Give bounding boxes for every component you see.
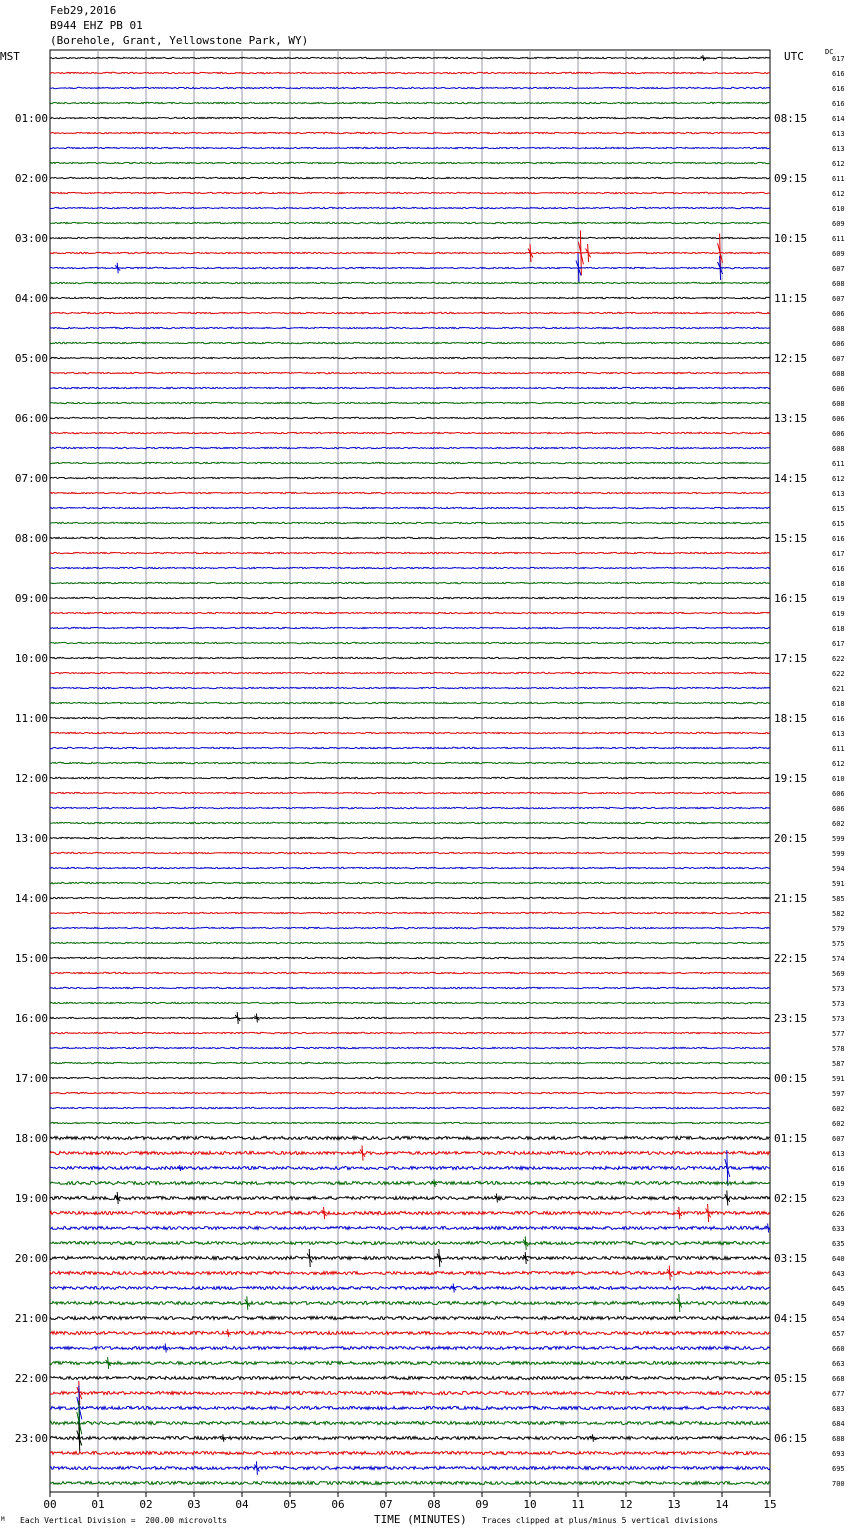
dc-offset-label: 612 (832, 160, 845, 168)
dc-offset-label: 608 (832, 445, 845, 453)
x-tick-label: 14 (715, 1498, 729, 1511)
dc-offset-label: 609 (832, 220, 845, 228)
dc-offset-label: 683 (832, 1405, 845, 1413)
dc-offset-label: 607 (832, 1135, 845, 1143)
dc-offset-label: 649 (832, 1300, 845, 1308)
trace-row (50, 792, 770, 793)
trace-row (50, 972, 770, 973)
dc-offset-label: 616 (832, 100, 845, 108)
dc-offset-label: 575 (832, 940, 845, 948)
x-tick-label: 12 (619, 1498, 633, 1511)
left-timezone-label: MST (0, 50, 20, 63)
trace-row (50, 852, 770, 853)
dc-offset-label: 573 (832, 1015, 845, 1023)
trace-row (50, 897, 770, 898)
dc-offset-label: 582 (832, 910, 845, 918)
dc-offset-label: 606 (832, 385, 845, 393)
dc-offset-label: 700 (832, 1480, 845, 1488)
trace-row (50, 702, 770, 703)
trace-row (50, 567, 770, 568)
trace-row (50, 447, 770, 448)
right-hour-label: 04:15 (774, 1312, 808, 1325)
trace-row (50, 1191, 770, 1206)
left-hour-label: 11:00 (14, 712, 48, 725)
dc-offset-label: 684 (832, 1420, 845, 1428)
dc-offset-label: 610 (832, 775, 845, 783)
trace-row (50, 1423, 770, 1453)
trace-row (50, 1146, 770, 1161)
right-hour-label: 23:15 (774, 1012, 808, 1025)
dc-offset-label: 599 (832, 850, 845, 858)
dc-offset-label: 643 (832, 1270, 845, 1278)
dc-offset-label: 611 (832, 235, 845, 243)
dc-offset-label: 617 (832, 55, 845, 63)
left-hour-label: 08:00 (14, 532, 48, 545)
trace-row (50, 1002, 770, 1003)
left-hour-label: 05:00 (14, 352, 48, 365)
plot-frame (50, 50, 770, 1492)
trace-row (50, 117, 770, 118)
trace-row (50, 327, 770, 328)
trace-row (50, 762, 770, 763)
right-hour-label: 00:15 (774, 1072, 808, 1085)
trace-row (50, 177, 770, 178)
trace-row (50, 237, 770, 238)
trace-row (50, 87, 770, 88)
trace-row (50, 1376, 770, 1379)
dc-offset-label: 585 (832, 895, 845, 903)
trace-row (50, 192, 770, 193)
trace-row (50, 1047, 770, 1048)
left-hour-label: 19:00 (14, 1192, 48, 1205)
dc-offset-label: 617 (832, 550, 845, 558)
left-hour-label: 01:00 (14, 112, 48, 125)
right-hour-label: 08:15 (774, 112, 808, 125)
trace-row (50, 387, 770, 388)
scale-note: Each Vertical Division = 200.00 microvolts (20, 1516, 228, 1525)
right-hour-label: 12:15 (774, 352, 808, 365)
left-hour-label: 07:00 (14, 472, 48, 485)
trace-row (50, 597, 770, 598)
dc-offset-label: 613 (832, 490, 845, 498)
trace-row (50, 927, 770, 928)
dc-offset-label: 613 (832, 130, 845, 138)
dc-offset-label: 579 (832, 925, 845, 933)
dc-offset-label: 608 (832, 400, 845, 408)
right-hour-label: 19:15 (774, 772, 808, 785)
trace-row (50, 462, 770, 463)
trace-row (50, 1150, 770, 1186)
trace-row (50, 477, 770, 478)
trace-row (50, 627, 770, 628)
dc-offset-label: 619 (832, 610, 845, 618)
trace-row (50, 1012, 770, 1024)
dc-offset-label: 663 (832, 1360, 845, 1368)
trace-row (50, 642, 770, 643)
station-location: (Borehole, Grant, Yellowstone Park, WY) (50, 34, 309, 47)
trace-row (50, 1092, 770, 1093)
dc-offset-label: 613 (832, 1150, 845, 1158)
dc-offset-label: 612 (832, 760, 845, 768)
trace-row (50, 582, 770, 583)
dc-offset-label: 617 (832, 640, 845, 648)
trace-row (50, 1107, 770, 1108)
trace-row (50, 1032, 770, 1033)
dc-offset-label: 654 (832, 1315, 845, 1323)
x-tick-label: 11 (571, 1498, 585, 1511)
trace-row (50, 1461, 770, 1475)
trace-row (50, 1077, 770, 1078)
right-hour-label: 06:15 (774, 1432, 808, 1445)
dc-offset-label: 606 (832, 805, 845, 813)
dc-offset-label: 606 (832, 310, 845, 318)
x-tick-label: 08 (427, 1498, 441, 1511)
dc-offset-label: 622 (832, 655, 845, 663)
trace-row (50, 1481, 770, 1484)
right-hour-label: 01:15 (774, 1132, 808, 1145)
trace-row (50, 1329, 770, 1337)
trace-row (50, 432, 770, 433)
right-hour-label: 20:15 (774, 832, 808, 845)
x-tick-label: 15 (763, 1498, 777, 1511)
trace-row (50, 1236, 770, 1250)
trace-row (50, 1266, 770, 1281)
left-hour-label: 23:00 (14, 1432, 48, 1445)
x-tick-label: 01 (91, 1498, 105, 1511)
dc-offset-label: 695 (832, 1465, 845, 1473)
dc-offset-label: 610 (832, 205, 845, 213)
left-hour-label: 15:00 (14, 952, 48, 965)
dc-offset-label: 635 (832, 1240, 845, 1248)
left-hour-label: 10:00 (14, 652, 48, 665)
dc-offset-label: 623 (832, 1195, 845, 1203)
trace-row (50, 102, 770, 103)
dc-offset-label: 606 (832, 340, 845, 348)
dc-offset-label: 688 (832, 1435, 845, 1443)
trace-row (50, 1344, 770, 1353)
right-timezone-label: UTC (784, 50, 804, 63)
dc-offset-label: 668 (832, 1375, 845, 1383)
trace-row (50, 1204, 770, 1222)
trace-row (50, 402, 770, 403)
left-hour-label: 03:00 (14, 232, 48, 245)
trace-row (50, 732, 770, 733)
dc-offset-label: 619 (832, 595, 845, 603)
dc-offset-label: 613 (832, 730, 845, 738)
dc-offset-label: 640 (832, 1255, 845, 1263)
dc-offset-label: 633 (832, 1225, 845, 1233)
dc-offset-label: 613 (832, 145, 845, 153)
trace-row (50, 231, 770, 276)
dc-offset-label: 616 (832, 85, 845, 93)
dc-offset-label: 594 (832, 865, 845, 873)
dc-offset-label: 614 (832, 115, 845, 123)
right-hour-label: 17:15 (774, 652, 808, 665)
dc-offset-label: 573 (832, 1000, 845, 1008)
trace-row (50, 837, 770, 838)
left-hour-label: 02:00 (14, 172, 48, 185)
trace-row (50, 132, 770, 133)
trace-row (50, 1136, 770, 1139)
dc-offset-label: 612 (832, 475, 845, 483)
trace-row (50, 372, 770, 373)
dc-offset-label: 611 (832, 175, 845, 183)
trace-row (50, 1062, 770, 1063)
dc-offset-label: 607 (832, 355, 845, 363)
dc-offset-label: 591 (832, 1075, 845, 1083)
right-hour-label: 11:15 (774, 292, 808, 305)
left-hour-label: 14:00 (14, 892, 48, 905)
trace-row (50, 1357, 770, 1369)
trace-row (50, 1122, 770, 1123)
trace-row (50, 882, 770, 883)
trace-row (50, 55, 770, 61)
trace-row (50, 717, 770, 718)
right-hour-label: 13:15 (774, 412, 808, 425)
dc-offset-label: 599 (832, 835, 845, 843)
right-hour-label: 18:15 (774, 712, 808, 725)
right-hour-label: 10:15 (774, 232, 808, 245)
x-axis-label: TIME (MINUTES) (374, 1513, 467, 1526)
dc-offset-label: 657 (832, 1330, 845, 1338)
dc-offset-label: 602 (832, 820, 845, 828)
right-hour-label: 16:15 (774, 592, 808, 605)
dc-offset-label: 618 (832, 700, 845, 708)
helicorder-date: Feb29,2016 (50, 4, 117, 17)
dc-offset-label: 608 (832, 280, 845, 288)
trace-row (50, 507, 770, 508)
trace-row (50, 1294, 770, 1312)
trace-row (50, 1381, 770, 1405)
dc-offset-label: 616 (832, 565, 845, 573)
x-tick-label: 02 (139, 1498, 153, 1511)
right-hour-label: 15:15 (774, 532, 808, 545)
x-tick-label: 09 (475, 1498, 489, 1511)
trace-row (50, 312, 770, 313)
x-tick-label: 04 (235, 1498, 249, 1511)
clip-note: Traces clipped at plus/minus 5 vertical divisions (482, 1516, 719, 1525)
left-hour-label: 21:00 (14, 1312, 48, 1325)
dc-offset-label: 618 (832, 625, 845, 633)
x-tick-label: 03 (187, 1498, 201, 1511)
trace-row (50, 342, 770, 343)
dc-offset-label: 693 (832, 1450, 845, 1458)
x-tick-label: 00 (43, 1498, 57, 1511)
left-hour-label: 09:00 (14, 592, 48, 605)
dc-offset-label: 569 (832, 970, 845, 978)
trace-row (50, 657, 770, 658)
trace-row (50, 822, 770, 823)
trace-row (50, 253, 770, 283)
dc-offset-label: 591 (832, 880, 845, 888)
dc-offset-label: 609 (832, 250, 845, 258)
right-hour-label: 05:15 (774, 1372, 808, 1385)
trace-row (50, 357, 770, 358)
trace-row (50, 162, 770, 163)
dc-offset-label: 611 (832, 460, 845, 468)
right-hour-label: 09:15 (774, 172, 808, 185)
dc-offset-label: 615 (832, 520, 845, 528)
trace-row (50, 747, 770, 748)
dc-offset-label: 578 (832, 1045, 845, 1053)
trace-row (50, 552, 770, 553)
dc-offset-label: 587 (832, 1060, 845, 1068)
right-hour-label: 21:15 (774, 892, 808, 905)
trace-row (50, 912, 770, 913)
trace-row (50, 537, 770, 538)
left-hour-label: 17:00 (14, 1072, 48, 1085)
trace-row (50, 672, 770, 673)
dc-offset-label: 677 (832, 1390, 845, 1398)
trace-row (50, 687, 770, 688)
x-tick-label: 13 (667, 1498, 681, 1511)
dc-offset-label: 616 (832, 535, 845, 543)
dc-offset-label: 606 (832, 790, 845, 798)
trace-row (50, 522, 770, 523)
trace-row (50, 1316, 770, 1319)
dc-offset-label: 602 (832, 1105, 845, 1113)
dc-offset-label: 612 (832, 190, 845, 198)
x-tick-label: 07 (379, 1498, 393, 1511)
trace-row (50, 777, 770, 778)
left-hour-label: 13:00 (14, 832, 48, 845)
trace-row (50, 612, 770, 613)
trace-row (50, 1451, 770, 1454)
x-tick-label: 10 (523, 1498, 537, 1511)
trace-row (50, 957, 770, 958)
trace-row (50, 1284, 770, 1293)
dc-offset-label: 608 (832, 325, 845, 333)
corner-mark: M (1, 1516, 5, 1523)
trace-row (50, 417, 770, 418)
dc-offset-label: 615 (832, 505, 845, 513)
dc-offset-label: 602 (832, 1120, 845, 1128)
left-hour-label: 04:00 (14, 292, 48, 305)
dc-offset-label: 573 (832, 985, 845, 993)
dc-offset-label: 626 (832, 1210, 845, 1218)
dc-offset-label: 618 (832, 580, 845, 588)
dc-offset-label: 622 (832, 670, 845, 678)
station-title: B944 EHZ PB 01 (50, 19, 143, 32)
dc-offset-label: 608 (832, 370, 845, 378)
left-hour-label: 18:00 (14, 1132, 48, 1145)
dc-offset-label: 621 (832, 685, 845, 693)
trace-row (50, 297, 770, 298)
trace-row (50, 807, 770, 808)
dc-offset-label: 607 (832, 295, 845, 303)
dc-offset-label: 619 (832, 1180, 845, 1188)
dc-offset-label: 574 (832, 955, 845, 963)
trace-row (50, 867, 770, 868)
left-hour-label: 12:00 (14, 772, 48, 785)
dc-offset-label: 597 (832, 1090, 845, 1098)
trace-row (50, 1224, 771, 1233)
right-hour-label: 03:15 (774, 1252, 808, 1265)
dc-offset-label: 577 (832, 1030, 845, 1038)
trace-row (50, 1179, 770, 1187)
trace-row (50, 282, 770, 283)
trace-row (50, 942, 770, 943)
trace-row (50, 207, 770, 208)
right-hour-label: 22:15 (774, 952, 808, 965)
dc-offset-label: 606 (832, 430, 845, 438)
right-hour-label: 14:15 (774, 472, 808, 485)
left-hour-label: 20:00 (14, 1252, 48, 1265)
trace-row (50, 987, 770, 988)
left-hour-label: 22:00 (14, 1372, 48, 1385)
dc-offset-label: 616 (832, 70, 845, 78)
left-hour-label: 16:00 (14, 1012, 48, 1025)
x-tick-label: 06 (331, 1498, 345, 1511)
dc-offset-label: 611 (832, 745, 845, 753)
trace-row (50, 72, 770, 73)
dc-offset-label: 607 (832, 265, 845, 273)
x-tick-label: 05 (283, 1498, 297, 1511)
dc-offset-label: 616 (832, 715, 845, 723)
dc-offset-label: 606 (832, 415, 845, 423)
trace-row (50, 147, 770, 148)
dc-offset-label: 660 (832, 1345, 845, 1353)
left-hour-label: 06:00 (14, 412, 48, 425)
dc-offset-label: 616 (832, 1165, 845, 1173)
dc-offset-header: DC (825, 48, 834, 56)
trace-row (50, 1249, 770, 1267)
dc-offset-label: 645 (832, 1285, 845, 1293)
right-hour-label: 02:15 (774, 1192, 808, 1205)
trace-row (50, 222, 770, 223)
trace-row (50, 492, 770, 493)
